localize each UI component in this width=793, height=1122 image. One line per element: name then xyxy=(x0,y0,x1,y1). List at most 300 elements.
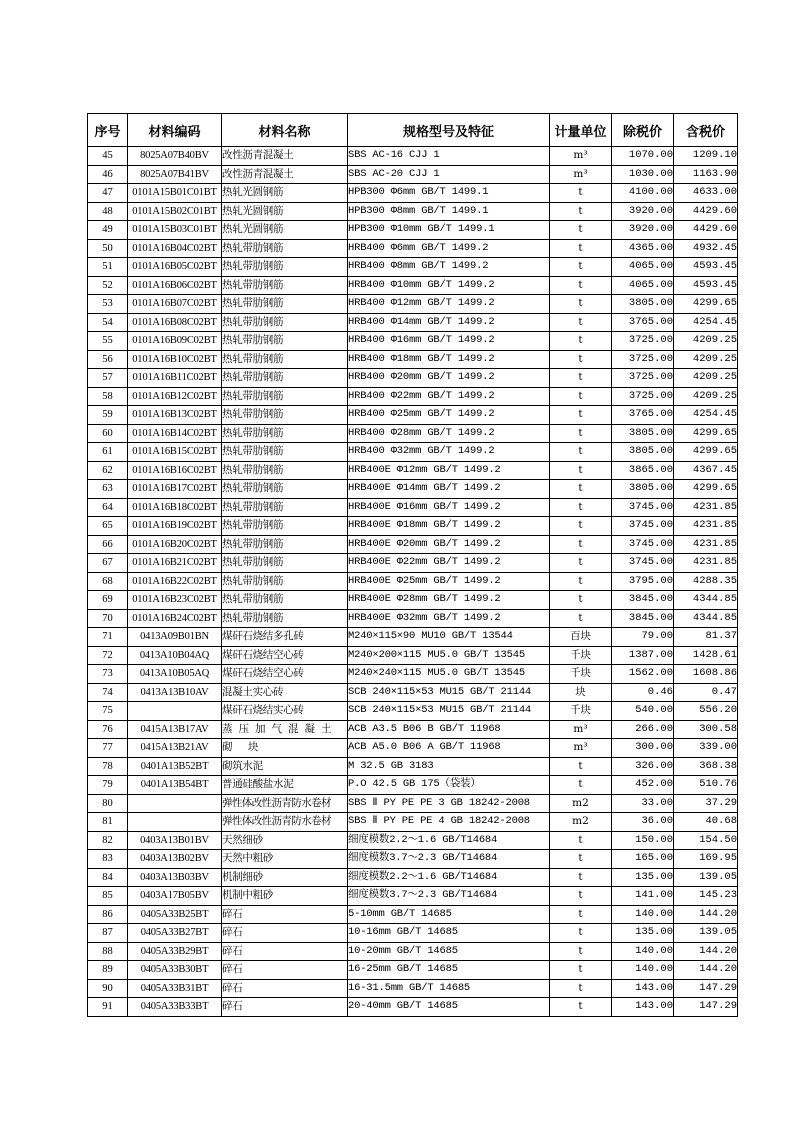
row-index: 86 xyxy=(88,905,128,924)
price-ex-tax: 3745.00 xyxy=(612,517,674,536)
price-inc-tax: 1163.90 xyxy=(674,165,738,184)
specification: 16-31.5mm GB/T 14685 xyxy=(348,979,550,998)
row-index: 72 xyxy=(88,646,128,665)
specification: HPB300 Φ6mm GB/T 1499.1 xyxy=(348,184,550,203)
price-inc-tax: 1608.86 xyxy=(674,665,738,684)
unit: t xyxy=(550,498,612,517)
specification: HRB400 Φ18mm GB/T 1499.2 xyxy=(348,350,550,369)
unit: t xyxy=(550,850,612,869)
unit: m³ xyxy=(550,147,612,166)
material-code: 0415A13B21AV xyxy=(128,739,222,758)
price-inc-tax: 81.37 xyxy=(674,628,738,647)
unit: t xyxy=(550,480,612,499)
unit: m2 xyxy=(550,794,612,813)
price-inc-tax: 40.68 xyxy=(674,813,738,832)
price-ex-tax: 3745.00 xyxy=(612,554,674,573)
unit: t xyxy=(550,221,612,240)
price-ex-tax: 3745.00 xyxy=(612,535,674,554)
unit: 千块 xyxy=(550,702,612,721)
material-code: 0415A13B17AV xyxy=(128,720,222,739)
material-name: 热轧带肋钢筋 xyxy=(222,332,348,351)
price-inc-tax: 37.29 xyxy=(674,794,738,813)
unit: t xyxy=(550,258,612,277)
specification: HRB400 Φ6mm GB/T 1499.2 xyxy=(348,239,550,258)
material-code: 0101A16B21C02BT xyxy=(128,554,222,573)
price-ex-tax: 3725.00 xyxy=(612,332,674,351)
price-ex-tax: 3805.00 xyxy=(612,480,674,499)
unit: t xyxy=(550,868,612,887)
row-index: 91 xyxy=(88,998,128,1017)
material-code: 0101A16B12C02BT xyxy=(128,387,222,406)
table-row xyxy=(88,258,738,277)
price-ex-tax: 1070.00 xyxy=(612,147,674,166)
row-index: 47 xyxy=(88,184,128,203)
price-inc-tax: 144.20 xyxy=(674,905,738,924)
price-ex-tax: 79.00 xyxy=(612,628,674,647)
table-row xyxy=(88,942,738,961)
material-name: 热轧带肋钢筋 xyxy=(222,406,348,425)
row-index: 56 xyxy=(88,350,128,369)
price-inc-tax: 4231.85 xyxy=(674,517,738,536)
material-name: 改性沥青混凝土 xyxy=(222,147,348,166)
unit: t xyxy=(550,313,612,332)
specification: HRB400E Φ12mm GB/T 1499.2 xyxy=(348,461,550,480)
price-ex-tax: 143.00 xyxy=(612,998,674,1017)
table-row xyxy=(88,165,738,184)
table-row xyxy=(88,443,738,462)
material-code: 8025A07B40BV xyxy=(128,147,222,166)
material-code: 0101A16B24C02BT xyxy=(128,609,222,628)
price-ex-tax: 135.00 xyxy=(612,924,674,943)
material-code: 0101A15B01C01BT xyxy=(128,184,222,203)
material-name: 弹性体改性沥青防水卷材 xyxy=(222,794,348,813)
unit: t xyxy=(550,295,612,314)
unit: 块 xyxy=(550,683,612,702)
price-ex-tax: 3920.00 xyxy=(612,221,674,240)
price-inc-tax: 300.58 xyxy=(674,720,738,739)
row-index: 50 xyxy=(88,239,128,258)
row-index: 83 xyxy=(88,850,128,869)
unit: t xyxy=(550,517,612,536)
unit: t xyxy=(550,998,612,1017)
unit: t xyxy=(550,776,612,795)
table-row xyxy=(88,276,738,295)
row-index: 80 xyxy=(88,794,128,813)
unit: t xyxy=(550,406,612,425)
unit: t xyxy=(550,350,612,369)
specification: HRB400E Φ32mm GB/T 1499.2 xyxy=(348,609,550,628)
price-ex-tax: 1562.00 xyxy=(612,665,674,684)
row-index: 46 xyxy=(88,165,128,184)
price-ex-tax: 3805.00 xyxy=(612,443,674,462)
row-index: 55 xyxy=(88,332,128,351)
row-index: 52 xyxy=(88,276,128,295)
specification: HRB400E Φ20mm GB/T 1499.2 xyxy=(348,535,550,554)
material-code: 0101A16B19C02BT xyxy=(128,517,222,536)
header-row xyxy=(88,114,738,147)
table-row xyxy=(88,998,738,1017)
specification: M 32.5 GB 3183 xyxy=(348,757,550,776)
price-inc-tax: 339.00 xyxy=(674,739,738,758)
material-code: 0403A13B02BV xyxy=(128,850,222,869)
price-inc-tax: 510.76 xyxy=(674,776,738,795)
table-row xyxy=(88,739,738,758)
unit: t xyxy=(550,387,612,406)
row-index: 89 xyxy=(88,961,128,980)
specification: HRB400 Φ10mm GB/T 1499.2 xyxy=(348,276,550,295)
specification: HRB400 Φ25mm GB/T 1499.2 xyxy=(348,406,550,425)
price-inc-tax: 556.20 xyxy=(674,702,738,721)
specification: 10-16mm GB/T 14685 xyxy=(348,924,550,943)
row-index: 62 xyxy=(88,461,128,480)
price-ex-tax: 140.00 xyxy=(612,942,674,961)
unit: t xyxy=(550,443,612,462)
unit: t xyxy=(550,184,612,203)
price-inc-tax: 4344.85 xyxy=(674,609,738,628)
material-name: 煤矸石烧结实心砖 xyxy=(222,702,348,721)
price-ex-tax: 4065.00 xyxy=(612,276,674,295)
table-row xyxy=(88,332,738,351)
header-price-inc-tax: 含税价 xyxy=(674,114,738,147)
price-ex-tax: 3765.00 xyxy=(612,406,674,425)
price-ex-tax: 3725.00 xyxy=(612,387,674,406)
material-name: 热轧带肋钢筋 xyxy=(222,554,348,573)
row-index: 57 xyxy=(88,369,128,388)
price-inc-tax: 144.20 xyxy=(674,942,738,961)
row-index: 53 xyxy=(88,295,128,314)
row-index: 78 xyxy=(88,757,128,776)
specification: ACB A3.5 B06 B GB/T 11968 xyxy=(348,720,550,739)
table-row xyxy=(88,350,738,369)
row-index: 61 xyxy=(88,443,128,462)
specification: SCB 240×115×53 MU15 GB/T 21144 xyxy=(348,702,550,721)
price-inc-tax: 0.47 xyxy=(674,683,738,702)
price-inc-tax: 4209.25 xyxy=(674,350,738,369)
material-name: 砌 块 xyxy=(222,739,348,758)
unit: t xyxy=(550,961,612,980)
table-row xyxy=(88,813,738,832)
table-row xyxy=(88,961,738,980)
table-row xyxy=(88,702,738,721)
material-name: 普通硅酸盐水泥 xyxy=(222,776,348,795)
specification: SCB 240×115×53 MU15 GB/T 21144 xyxy=(348,683,550,702)
table-row xyxy=(88,683,738,702)
table-row xyxy=(88,498,738,517)
row-index: 68 xyxy=(88,572,128,591)
price-ex-tax: 3725.00 xyxy=(612,350,674,369)
price-inc-tax: 145.23 xyxy=(674,887,738,906)
material-name: 弹性体改性沥青防水卷材 xyxy=(222,813,348,832)
price-ex-tax: 3805.00 xyxy=(612,424,674,443)
header-index: 序号 xyxy=(88,114,128,147)
price-inc-tax: 4288.35 xyxy=(674,572,738,591)
material-code: 0405A33B33BT xyxy=(128,998,222,1017)
specification: HRB400 Φ20mm GB/T 1499.2 xyxy=(348,369,550,388)
material-name: 机制中粗砂 xyxy=(222,887,348,906)
table-row xyxy=(88,868,738,887)
price-inc-tax: 4299.65 xyxy=(674,480,738,499)
unit: t xyxy=(550,572,612,591)
row-index: 67 xyxy=(88,554,128,573)
material-name: 混凝土实心砖 xyxy=(222,683,348,702)
price-inc-tax: 4593.45 xyxy=(674,258,738,277)
table-row xyxy=(88,591,738,610)
table-row xyxy=(88,757,738,776)
material-name: 热轧光圆钢筋 xyxy=(222,184,348,203)
table-row xyxy=(88,184,738,203)
table-row xyxy=(88,776,738,795)
specification: SBS Ⅱ PY PE PE 4 GB 18242-2008 xyxy=(348,813,550,832)
row-index: 90 xyxy=(88,979,128,998)
material-code: 0101A16B15C02BT xyxy=(128,443,222,462)
price-inc-tax: 368.38 xyxy=(674,757,738,776)
row-index: 64 xyxy=(88,498,128,517)
specification: ACB A5.0 B06 A GB/T 11968 xyxy=(348,739,550,758)
material-code: 0101A16B17C02BT xyxy=(128,480,222,499)
table-row xyxy=(88,406,738,425)
unit: m³ xyxy=(550,739,612,758)
price-ex-tax: 3765.00 xyxy=(612,313,674,332)
unit: t xyxy=(550,831,612,850)
price-inc-tax: 4429.60 xyxy=(674,221,738,240)
material-code: 0405A33B31BT xyxy=(128,979,222,998)
price-table xyxy=(87,113,738,1017)
unit: 千块 xyxy=(550,665,612,684)
material-code: 0405A33B25BT xyxy=(128,905,222,924)
table-row xyxy=(88,424,738,443)
unit: t xyxy=(550,979,612,998)
price-ex-tax: 266.00 xyxy=(612,720,674,739)
row-index: 58 xyxy=(88,387,128,406)
row-index: 76 xyxy=(88,720,128,739)
specification: HRB400E Φ22mm GB/T 1499.2 xyxy=(348,554,550,573)
material-code: 0101A16B04C02BT xyxy=(128,239,222,258)
material-name: 煤矸石烧结空心砖 xyxy=(222,665,348,684)
unit: m³ xyxy=(550,720,612,739)
material-code: 0101A16B07C02BT xyxy=(128,295,222,314)
material-name: 煤矸石烧结空心砖 xyxy=(222,646,348,665)
unit: t xyxy=(550,332,612,351)
specification: 5-10mm GB/T 14685 xyxy=(348,905,550,924)
material-name: 热轧带肋钢筋 xyxy=(222,443,348,462)
specification: HRB400E Φ18mm GB/T 1499.2 xyxy=(348,517,550,536)
row-index: 59 xyxy=(88,406,128,425)
material-code: 8025A07B41BV xyxy=(128,165,222,184)
material-code: 0405A33B29BT xyxy=(128,942,222,961)
price-ex-tax: 140.00 xyxy=(612,961,674,980)
price-ex-tax: 165.00 xyxy=(612,850,674,869)
row-index: 79 xyxy=(88,776,128,795)
table-row xyxy=(88,720,738,739)
material-name: 蒸压加气混凝土 xyxy=(222,720,348,739)
header-name: 材料名称 xyxy=(222,114,348,147)
price-inc-tax: 4231.85 xyxy=(674,554,738,573)
row-index: 81 xyxy=(88,813,128,832)
table-row xyxy=(88,369,738,388)
price-inc-tax: 169.95 xyxy=(674,850,738,869)
material-code: 0101A16B20C02BT xyxy=(128,535,222,554)
specification: M240×240×115 MU5.0 GB/T 13545 xyxy=(348,665,550,684)
material-code: 0413A10B05AQ xyxy=(128,665,222,684)
specification: HPB300 Φ8mm GB/T 1499.1 xyxy=(348,202,550,221)
header-unit: 计量单位 xyxy=(550,114,612,147)
row-index: 77 xyxy=(88,739,128,758)
price-ex-tax: 33.00 xyxy=(612,794,674,813)
price-inc-tax: 4429.60 xyxy=(674,202,738,221)
row-index: 88 xyxy=(88,942,128,961)
material-name: 热轧带肋钢筋 xyxy=(222,424,348,443)
unit: t xyxy=(550,591,612,610)
material-code: 0101A16B14C02BT xyxy=(128,424,222,443)
material-code xyxy=(128,794,222,813)
table-row xyxy=(88,646,738,665)
row-index: 60 xyxy=(88,424,128,443)
table-row xyxy=(88,794,738,813)
price-inc-tax: 147.29 xyxy=(674,979,738,998)
material-name: 碎石 xyxy=(222,979,348,998)
specification: HRB400E Φ16mm GB/T 1499.2 xyxy=(348,498,550,517)
table-row xyxy=(88,480,738,499)
price-ex-tax: 135.00 xyxy=(612,868,674,887)
price-ex-tax: 3805.00 xyxy=(612,295,674,314)
row-index: 51 xyxy=(88,258,128,277)
price-inc-tax: 4231.85 xyxy=(674,535,738,554)
table-row xyxy=(88,295,738,314)
row-index: 48 xyxy=(88,202,128,221)
price-inc-tax: 4299.65 xyxy=(674,424,738,443)
material-code xyxy=(128,702,222,721)
price-inc-tax: 4209.25 xyxy=(674,387,738,406)
material-code: 0101A16B13C02BT xyxy=(128,406,222,425)
specification: HRB400E Φ25mm GB/T 1499.2 xyxy=(348,572,550,591)
material-code: 0413A10B04AQ xyxy=(128,646,222,665)
material-name: 天然细砂 xyxy=(222,831,348,850)
row-index: 87 xyxy=(88,924,128,943)
material-code: 0101A16B22C02BT xyxy=(128,572,222,591)
material-name: 热轧带肋钢筋 xyxy=(222,387,348,406)
material-name: 碎石 xyxy=(222,905,348,924)
specification: 16-25mm GB/T 14685 xyxy=(348,961,550,980)
material-code: 0401A13B52BT xyxy=(128,757,222,776)
table-row xyxy=(88,239,738,258)
material-name: 热轧带肋钢筋 xyxy=(222,350,348,369)
price-ex-tax: 540.00 xyxy=(612,702,674,721)
specification: SBS Ⅱ PY PE PE 3 GB 18242-2008 xyxy=(348,794,550,813)
row-index: 45 xyxy=(88,147,128,166)
material-code: 0101A16B09C02BT xyxy=(128,332,222,351)
table-row xyxy=(88,387,738,406)
table-row xyxy=(88,461,738,480)
table-row xyxy=(88,905,738,924)
specification: 20-40mm GB/T 14685 xyxy=(348,998,550,1017)
header-code: 材料编码 xyxy=(128,114,222,147)
specification: SBS AC-16 CJJ 1 xyxy=(348,147,550,166)
price-ex-tax: 3745.00 xyxy=(612,498,674,517)
price-ex-tax: 4365.00 xyxy=(612,239,674,258)
price-ex-tax: 1387.00 xyxy=(612,646,674,665)
price-inc-tax: 1209.10 xyxy=(674,147,738,166)
material-code: 0405A33B30BT xyxy=(128,961,222,980)
price-ex-tax: 150.00 xyxy=(612,831,674,850)
price-inc-tax: 4932.45 xyxy=(674,239,738,258)
unit: t xyxy=(550,202,612,221)
price-ex-tax: 3845.00 xyxy=(612,609,674,628)
unit: t xyxy=(550,924,612,943)
specification: HRB400 Φ22mm GB/T 1499.2 xyxy=(348,387,550,406)
material-name: 碎石 xyxy=(222,961,348,980)
table-row xyxy=(88,572,738,591)
table-row xyxy=(88,202,738,221)
price-ex-tax: 3795.00 xyxy=(612,572,674,591)
material-code: 0405A33B27BT xyxy=(128,924,222,943)
unit: t xyxy=(550,535,612,554)
material-code: 0101A16B18C02BT xyxy=(128,498,222,517)
specification: HRB400E Φ14mm GB/T 1499.2 xyxy=(348,480,550,499)
material-name: 改性沥青混凝土 xyxy=(222,165,348,184)
specification: 细度模数3.7～2.3 GB/T14684 xyxy=(348,887,550,906)
material-name: 热轧带肋钢筋 xyxy=(222,572,348,591)
price-inc-tax: 4231.85 xyxy=(674,498,738,517)
price-inc-tax: 4209.25 xyxy=(674,369,738,388)
material-name: 热轧带肋钢筋 xyxy=(222,480,348,499)
material-code: 0101A16B08C02BT xyxy=(128,313,222,332)
header-price-ex-tax: 除税价 xyxy=(612,114,674,147)
table-row xyxy=(88,887,738,906)
material-code: 0413A13B10AV xyxy=(128,683,222,702)
unit: t xyxy=(550,276,612,295)
material-name: 热轧带肋钢筋 xyxy=(222,239,348,258)
material-name: 碎石 xyxy=(222,924,348,943)
price-inc-tax: 4254.45 xyxy=(674,313,738,332)
header-spec: 规格型号及特征 xyxy=(348,114,550,147)
material-name: 砌筑水泥 xyxy=(222,757,348,776)
price-inc-tax: 139.05 xyxy=(674,924,738,943)
price-ex-tax: 300.00 xyxy=(612,739,674,758)
table-row xyxy=(88,313,738,332)
price-inc-tax: 4299.65 xyxy=(674,443,738,462)
table-row xyxy=(88,609,738,628)
table-row xyxy=(88,979,738,998)
specification: M240×200×115 MU5.0 GB/T 13545 xyxy=(348,646,550,665)
row-index: 70 xyxy=(88,609,128,628)
price-inc-tax: 4593.45 xyxy=(674,276,738,295)
price-inc-tax: 139.05 xyxy=(674,868,738,887)
table-row xyxy=(88,517,738,536)
material-name: 热轧带肋钢筋 xyxy=(222,313,348,332)
specification: 细度模数2.2～1.6 GB/T14684 xyxy=(348,868,550,887)
material-name: 热轧带肋钢筋 xyxy=(222,461,348,480)
material-code: 0101A16B16C02BT xyxy=(128,461,222,480)
material-code: 0403A13B03BV xyxy=(128,868,222,887)
unit: t xyxy=(550,905,612,924)
specification: HRB400 Φ16mm GB/T 1499.2 xyxy=(348,332,550,351)
unit: 千块 xyxy=(550,646,612,665)
material-name: 热轧带肋钢筋 xyxy=(222,517,348,536)
price-inc-tax: 144.20 xyxy=(674,961,738,980)
price-ex-tax: 3920.00 xyxy=(612,202,674,221)
row-index: 71 xyxy=(88,628,128,647)
row-index: 85 xyxy=(88,887,128,906)
row-index: 69 xyxy=(88,591,128,610)
price-ex-tax: 36.00 xyxy=(612,813,674,832)
specification: HRB400 Φ12mm GB/T 1499.2 xyxy=(348,295,550,314)
material-name: 热轧带肋钢筋 xyxy=(222,609,348,628)
material-name: 热轧带肋钢筋 xyxy=(222,369,348,388)
price-inc-tax: 4299.65 xyxy=(674,295,738,314)
price-ex-tax: 4100.00 xyxy=(612,184,674,203)
material-code: 0101A15B03C01BT xyxy=(128,221,222,240)
price-ex-tax: 1030.00 xyxy=(612,165,674,184)
